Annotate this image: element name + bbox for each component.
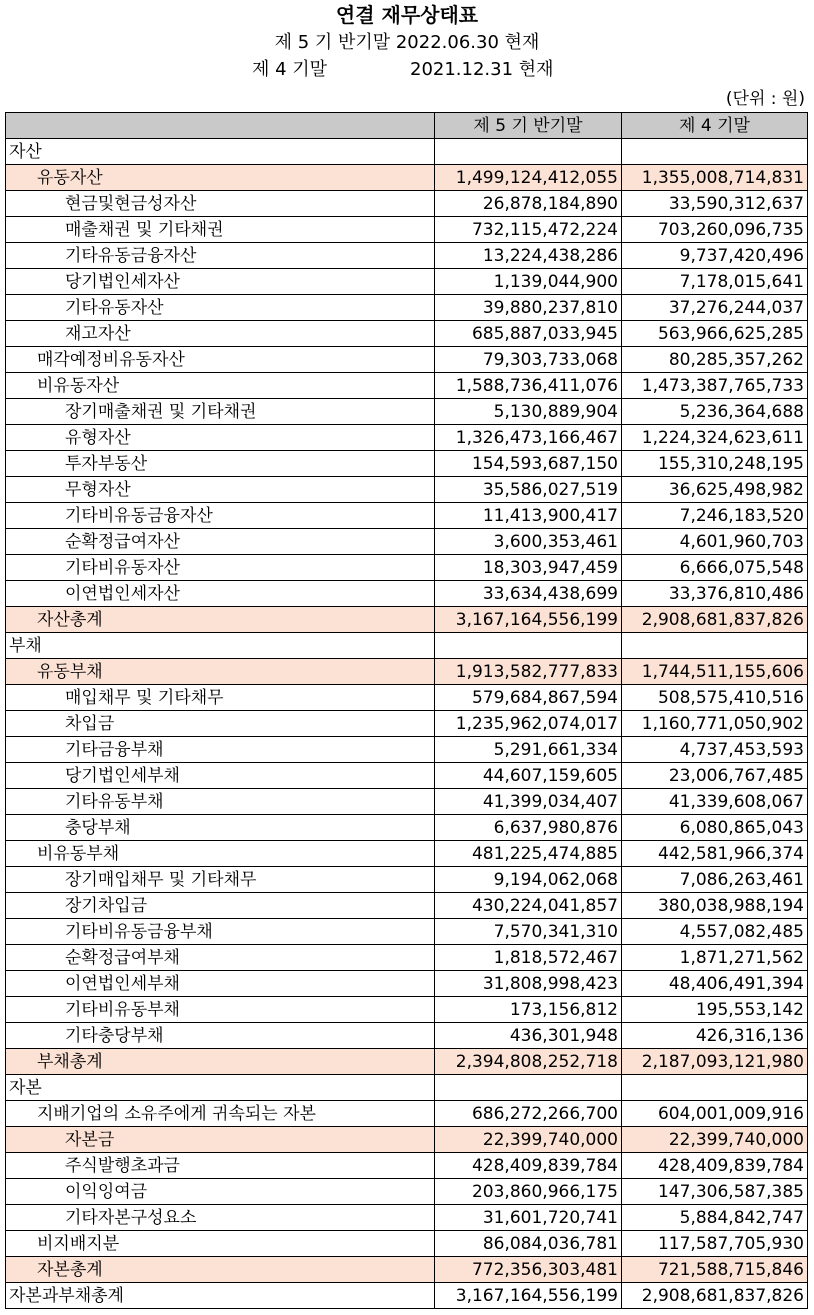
prior-period-date: 2021.12.31 현재 bbox=[410, 59, 554, 80]
current-period-value: 154,593,687,150 bbox=[435, 451, 622, 477]
current-period-value: 1,326,473,166,467 bbox=[435, 425, 622, 451]
current-period-value: 203,860,966,175 bbox=[435, 1179, 622, 1205]
account-label: 투자부동산 bbox=[6, 451, 435, 477]
account-label: 비지배지분 bbox=[6, 1231, 435, 1257]
current-period-value bbox=[435, 633, 622, 659]
table-row bbox=[6, 633, 808, 659]
table-row bbox=[6, 477, 808, 503]
account-label: 순확정급여부채 bbox=[6, 945, 435, 971]
prior-period-value: 5,236,364,688 bbox=[622, 399, 808, 425]
current-period-value: 6,637,980,876 bbox=[435, 815, 622, 841]
table-row bbox=[6, 997, 808, 1023]
current-period-value: 579,684,867,594 bbox=[435, 685, 622, 711]
prior-period-value: 508,575,410,516 bbox=[622, 685, 808, 711]
table-row bbox=[6, 1023, 808, 1049]
account-label: 자본 bbox=[6, 1075, 435, 1101]
current-period-line: 제 5 기 반기말 2022.06.30 현재 bbox=[274, 32, 540, 53]
current-period-value: 11,413,900,417 bbox=[435, 503, 622, 529]
prior-period-value bbox=[622, 139, 808, 165]
current-period-value: 31,601,720,741 bbox=[435, 1205, 622, 1231]
current-period-value: 86,084,036,781 bbox=[435, 1231, 622, 1257]
account-label: 자산총계 bbox=[6, 607, 435, 633]
current-period-value: 22,399,740,000 bbox=[435, 1127, 622, 1153]
current-period-value: 1,818,572,467 bbox=[435, 945, 622, 971]
account-label: 이익잉여금 bbox=[6, 1179, 435, 1205]
account-label: 부채 bbox=[6, 633, 435, 659]
page-title: 연결 재무상태표 bbox=[335, 3, 479, 27]
header-current-period: 제 5 기 반기말 bbox=[435, 113, 622, 139]
prior-period-value: 380,038,988,194 bbox=[622, 893, 808, 919]
prior-period-value: 2,187,093,121,980 bbox=[622, 1049, 808, 1075]
prior-period-value: 48,406,491,394 bbox=[622, 971, 808, 997]
prior-period-value: 9,737,420,496 bbox=[622, 243, 808, 269]
account-label: 당기법인세부채 bbox=[6, 763, 435, 789]
prior-period-value: 33,590,312,637 bbox=[622, 191, 808, 217]
account-label: 순확정급여자산 bbox=[6, 529, 435, 555]
current-period-value: 79,303,733,068 bbox=[435, 347, 622, 373]
account-label: 재고자산 bbox=[6, 321, 435, 347]
prior-period-value: 1,473,387,765,733 bbox=[622, 373, 808, 399]
prior-period-value: 117,587,705,930 bbox=[622, 1231, 808, 1257]
current-period-value: 732,115,472,224 bbox=[435, 217, 622, 243]
current-period-value: 1,913,582,777,833 bbox=[435, 659, 622, 685]
current-period-value: 1,139,044,900 bbox=[435, 269, 622, 295]
current-period-value: 5,291,661,334 bbox=[435, 737, 622, 763]
account-label: 매입채무 및 기타채무 bbox=[6, 685, 435, 711]
prior-period-value: 1,160,771,050,902 bbox=[622, 711, 808, 737]
prior-period-value: 1,355,008,714,831 bbox=[622, 165, 808, 191]
account-label: 기타유동부채 bbox=[6, 789, 435, 815]
current-period-value: 1,588,736,411,076 bbox=[435, 373, 622, 399]
table-row bbox=[6, 425, 808, 451]
prior-period-value: 4,557,082,485 bbox=[622, 919, 808, 945]
table-row bbox=[6, 217, 808, 243]
current-period-value: 430,224,041,857 bbox=[435, 893, 622, 919]
prior-period-value: 6,666,075,548 bbox=[622, 555, 808, 581]
prior-period-value: 22,399,740,000 bbox=[622, 1127, 808, 1153]
table-body bbox=[6, 139, 808, 1309]
prior-period-value: 4,737,453,593 bbox=[622, 737, 808, 763]
prior-period-value: 41,339,608,067 bbox=[622, 789, 808, 815]
prior-period-value: 7,246,183,520 bbox=[622, 503, 808, 529]
current-period-value: 173,156,812 bbox=[435, 997, 622, 1023]
current-period-value: 41,399,034,407 bbox=[435, 789, 622, 815]
table-row bbox=[6, 1127, 808, 1153]
account-label: 기타유동자산 bbox=[6, 295, 435, 321]
prior-period-value: 721,588,715,846 bbox=[622, 1257, 808, 1283]
account-label: 현금및현금성자산 bbox=[6, 191, 435, 217]
account-label: 유동자산 bbox=[6, 165, 435, 191]
account-label: 비유동자산 bbox=[6, 373, 435, 399]
account-label: 기타유동금융자산 bbox=[6, 243, 435, 269]
current-period-value: 1,499,124,412,055 bbox=[435, 165, 622, 191]
table-row bbox=[6, 321, 808, 347]
table-row bbox=[6, 1075, 808, 1101]
prior-period-label: 제 4 기말 bbox=[252, 59, 328, 80]
header-prior-period: 제 4 기말 bbox=[622, 113, 808, 139]
account-label: 유형자산 bbox=[6, 425, 435, 451]
current-period-value: 481,225,474,885 bbox=[435, 841, 622, 867]
account-label: 기타비유동부채 bbox=[6, 997, 435, 1023]
table-row bbox=[6, 1257, 808, 1283]
account-label: 자산 bbox=[6, 139, 435, 165]
account-label: 장기차입금 bbox=[6, 893, 435, 919]
current-period-value: 3,167,164,556,199 bbox=[435, 1283, 622, 1309]
current-period-value: 436,301,948 bbox=[435, 1023, 622, 1049]
table-row bbox=[6, 685, 808, 711]
account-label: 장기매출채권 및 기타채권 bbox=[6, 399, 435, 425]
account-label: 자본금 bbox=[6, 1127, 435, 1153]
table-row bbox=[6, 607, 808, 633]
table-row bbox=[6, 555, 808, 581]
account-label: 차입금 bbox=[6, 711, 435, 737]
account-label: 기타충당부채 bbox=[6, 1023, 435, 1049]
current-period-value: 685,887,033,945 bbox=[435, 321, 622, 347]
prior-period-value: 426,316,136 bbox=[622, 1023, 808, 1049]
table-row bbox=[6, 919, 808, 945]
prior-period-value: 7,178,015,641 bbox=[622, 269, 808, 295]
table-row bbox=[6, 503, 808, 529]
table-row bbox=[6, 1049, 808, 1075]
account-label: 주식발행초과금 bbox=[6, 1153, 435, 1179]
current-period-value: 3,167,164,556,199 bbox=[435, 607, 622, 633]
account-label: 기타비유동금융부채 bbox=[6, 919, 435, 945]
table-row bbox=[6, 945, 808, 971]
prior-period-value bbox=[622, 633, 808, 659]
table-row bbox=[6, 451, 808, 477]
table-row bbox=[6, 789, 808, 815]
prior-period-value: 2,908,681,837,826 bbox=[622, 1283, 808, 1309]
table-row bbox=[6, 1205, 808, 1231]
current-period-value: 26,878,184,890 bbox=[435, 191, 622, 217]
current-period-value: 428,409,839,784 bbox=[435, 1153, 622, 1179]
current-period-value: 31,808,998,423 bbox=[435, 971, 622, 997]
current-period-value: 18,303,947,459 bbox=[435, 555, 622, 581]
current-period-value: 3,600,353,461 bbox=[435, 529, 622, 555]
account-label: 충당부채 bbox=[6, 815, 435, 841]
prior-period-value: 604,001,009,916 bbox=[622, 1101, 808, 1127]
account-label: 자본총계 bbox=[6, 1257, 435, 1283]
account-label: 기타자본구성요소 bbox=[6, 1205, 435, 1231]
table-row bbox=[6, 243, 808, 269]
prior-period-value: 703,260,096,735 bbox=[622, 217, 808, 243]
prior-period-value: 80,285,357,262 bbox=[622, 347, 808, 373]
account-label: 당기법인세자산 bbox=[6, 269, 435, 295]
table-row bbox=[6, 659, 808, 685]
table-row bbox=[6, 1153, 808, 1179]
account-label: 비유동부채 bbox=[6, 841, 435, 867]
table-row bbox=[6, 763, 808, 789]
prior-period-value: 1,224,324,623,611 bbox=[622, 425, 808, 451]
account-label: 매출채권 및 기타채권 bbox=[6, 217, 435, 243]
prior-period-value: 195,553,142 bbox=[622, 997, 808, 1023]
prior-period-value: 1,871,271,562 bbox=[622, 945, 808, 971]
account-label: 기타금융부채 bbox=[6, 737, 435, 763]
table-row bbox=[6, 139, 808, 165]
account-label: 기타비유동금융자산 bbox=[6, 503, 435, 529]
prior-period-value: 563,966,625,285 bbox=[622, 321, 808, 347]
prior-period-value: 2,908,681,837,826 bbox=[622, 607, 808, 633]
prior-period-value: 7,086,263,461 bbox=[622, 867, 808, 893]
prior-period-value: 37,276,244,037 bbox=[622, 295, 808, 321]
prior-period-value: 1,744,511,155,606 bbox=[622, 659, 808, 685]
current-period-value: 5,130,889,904 bbox=[435, 399, 622, 425]
table-row bbox=[6, 399, 808, 425]
account-label: 장기매입채무 및 기타채무 bbox=[6, 867, 435, 893]
table-row bbox=[6, 971, 808, 997]
table-row bbox=[6, 841, 808, 867]
current-period-value: 44,607,159,605 bbox=[435, 763, 622, 789]
prior-period-value: 33,376,810,486 bbox=[622, 581, 808, 607]
prior-period-value: 4,601,960,703 bbox=[622, 529, 808, 555]
account-label: 기타비유동자산 bbox=[6, 555, 435, 581]
table-row bbox=[6, 893, 808, 919]
current-period-value: 33,634,438,699 bbox=[435, 581, 622, 607]
prior-period-value bbox=[622, 1075, 808, 1101]
prior-period-value: 147,306,587,385 bbox=[622, 1179, 808, 1205]
account-label: 지배기업의 소유주에게 귀속되는 자본 bbox=[6, 1101, 435, 1127]
current-period-value: 39,880,237,810 bbox=[435, 295, 622, 321]
current-period-value: 772,356,303,481 bbox=[435, 1257, 622, 1283]
table-header-row bbox=[6, 113, 808, 139]
table-row bbox=[6, 347, 808, 373]
prior-period-value: 23,006,767,485 bbox=[622, 763, 808, 789]
prior-period-value: 428,409,839,784 bbox=[622, 1153, 808, 1179]
account-label: 부채총계 bbox=[6, 1049, 435, 1075]
table-row bbox=[6, 1283, 808, 1309]
table-row bbox=[6, 737, 808, 763]
table-row bbox=[6, 373, 808, 399]
prior-period-value: 6,080,865,043 bbox=[622, 815, 808, 841]
unit-label: (단위 : 원) bbox=[725, 89, 805, 109]
prior-period-value: 36,625,498,982 bbox=[622, 477, 808, 503]
prior-period-value: 155,310,248,195 bbox=[622, 451, 808, 477]
current-period-value: 35,586,027,519 bbox=[435, 477, 622, 503]
current-period-value: 9,194,062,068 bbox=[435, 867, 622, 893]
table-row bbox=[6, 191, 808, 217]
account-label: 이연법인세부채 bbox=[6, 971, 435, 997]
current-period-value: 2,394,808,252,718 bbox=[435, 1049, 622, 1075]
table-row bbox=[6, 295, 808, 321]
balance-sheet-table bbox=[5, 112, 808, 1309]
table-row bbox=[6, 867, 808, 893]
table-row bbox=[6, 1179, 808, 1205]
table-row bbox=[6, 1101, 808, 1127]
table-row bbox=[6, 815, 808, 841]
current-period-value: 13,224,438,286 bbox=[435, 243, 622, 269]
current-period-value: 7,570,341,310 bbox=[435, 919, 622, 945]
current-period-value: 1,235,962,074,017 bbox=[435, 711, 622, 737]
table-row bbox=[6, 1231, 808, 1257]
account-label: 자본과부채총계 bbox=[6, 1283, 435, 1309]
prior-period-value: 5,884,842,747 bbox=[622, 1205, 808, 1231]
account-label: 무형자산 bbox=[6, 477, 435, 503]
account-label: 유동부채 bbox=[6, 659, 435, 685]
current-period-value bbox=[435, 139, 622, 165]
table-row bbox=[6, 711, 808, 737]
table-row bbox=[6, 529, 808, 555]
current-period-value: 686,272,266,700 bbox=[435, 1101, 622, 1127]
account-label: 매각예정비유동자산 bbox=[6, 347, 435, 373]
table-row bbox=[6, 165, 808, 191]
table-row bbox=[6, 581, 808, 607]
table-row bbox=[6, 269, 808, 295]
current-period-value bbox=[435, 1075, 622, 1101]
prior-period-value: 442,581,966,374 bbox=[622, 841, 808, 867]
account-label: 이연법인세자산 bbox=[6, 581, 435, 607]
header-account bbox=[6, 113, 435, 139]
